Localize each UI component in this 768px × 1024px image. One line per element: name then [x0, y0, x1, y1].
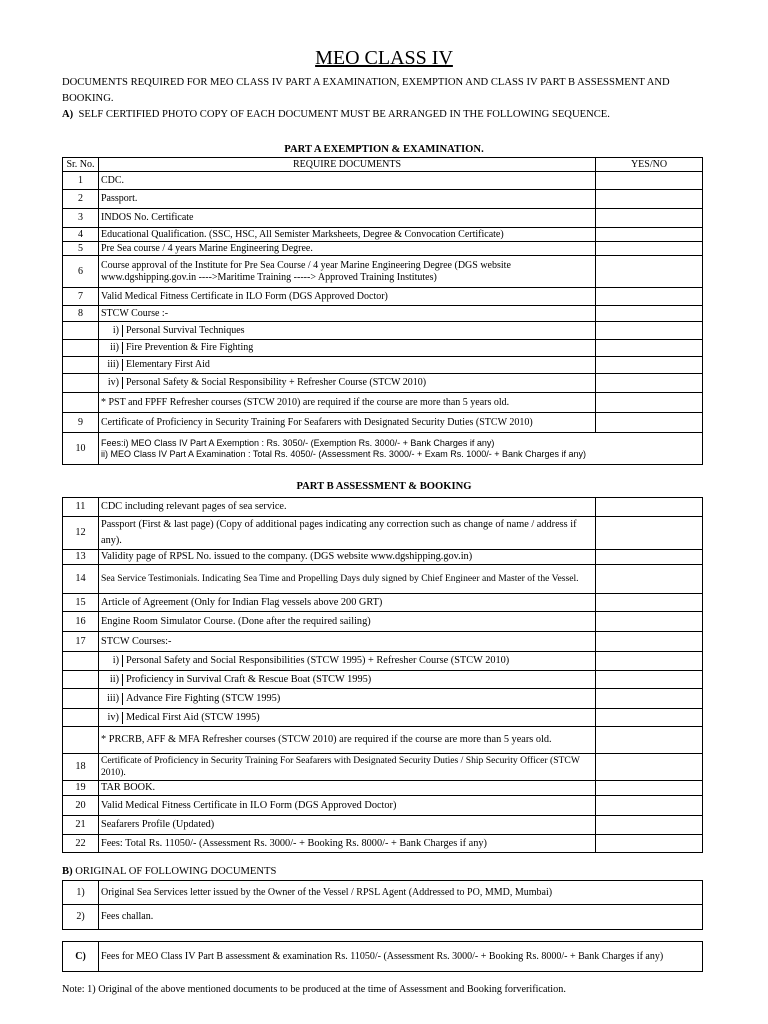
yesno-cell[interactable] [596, 288, 703, 306]
row-number: 16 [63, 612, 99, 632]
table-row [63, 565, 703, 594]
row-number: 9 [63, 413, 99, 433]
row-text: Seafarers Profile (Updated) [99, 816, 596, 835]
row-number: 13 [63, 550, 99, 565]
yesno-cell[interactable] [596, 413, 703, 433]
table-row [63, 306, 703, 322]
stcw-sub-row [63, 689, 703, 709]
stcw-sub-row [63, 357, 703, 374]
yesno-cell[interactable] [596, 190, 703, 209]
sub-text: Personal Safety & Social Responsibility + Refresher Course (STCW 2010) [126, 377, 427, 388]
header-srno: Sr. No. [63, 158, 99, 172]
yesno-cell[interactable] [596, 306, 703, 322]
row-text: Educational Qualification. (SSC, HSC, All Semister Marksheets, Degree & Convocation Certificate) [99, 228, 596, 242]
row-number: 6 [63, 256, 99, 288]
table-row [63, 517, 703, 550]
row-text: Fees: Total Rs. 11050/- (Assessment Rs. 3000/- + Booking Rs. 8000/- + Bank Charges if any) [99, 835, 596, 853]
row-number: 15 [63, 594, 99, 612]
table-row [63, 881, 703, 905]
sub-numeral: iv) [99, 377, 123, 389]
row-number: 10 [63, 433, 99, 465]
page-title: MEO CLASS IV [315, 47, 453, 69]
row-text: Certificate of Proficiency in Security Training For Seafarers with Designated Security Duties / Ship Security Officer (STCW 2010). [99, 754, 596, 781]
row-text: Passport (First & last page) (Copy of additional pages indicating any correction such as change of name / address if any). [99, 517, 596, 550]
header-documents: REQUIRE DOCUMENTS [99, 158, 596, 172]
yesno-cell[interactable] [596, 517, 703, 550]
intro-line: DOCUMENTS REQUIRED FOR MEO CLASS IV PART A EXAMINATION, EXEMPTION AND CLASS IV PART B ASSESSMENT AND BOOKING. [62, 77, 670, 104]
row-text: Valid Medical Fitness Certificate in ILO Form (DGS Approved Doctor) [99, 796, 596, 816]
table-row [63, 905, 703, 930]
row-text: TAR BOOK. [99, 781, 596, 796]
row-text: Valid Medical Fitness Certificate in ILO Form (DGS Approved Doctor) [99, 288, 596, 306]
row-number: 2 [63, 190, 99, 209]
row-number: 2) [63, 905, 99, 930]
yesno-cell[interactable] [596, 498, 703, 517]
section-b-table [62, 880, 703, 930]
table-row [63, 256, 703, 288]
yesno-cell[interactable] [596, 357, 703, 374]
row-text: CDC including relevant pages of sea service. [99, 498, 596, 517]
row-number: 22 [63, 835, 99, 853]
table-row [63, 288, 703, 306]
table-row [63, 632, 703, 652]
section-b-title: ORIGINAL OF FOLLOWING DOCUMENTS [72, 866, 277, 877]
stcw-sub-row [63, 652, 703, 671]
stcw-sub-row [63, 671, 703, 689]
table-row [63, 413, 703, 433]
refresher-note: * PRCRB, AFF & MFA Refresher courses (STCW 2010) are required if the course are more than 5 years old. [99, 727, 596, 754]
table-header-row [63, 158, 703, 172]
row-number: 17 [63, 632, 99, 652]
sub-text: Personal Survival Techniques [126, 324, 245, 336]
yesno-cell[interactable] [596, 781, 703, 796]
stcw-sub-row [63, 374, 703, 393]
sub-text: Personal Safety and Social Responsibilities (STCW 1995) + Refresher Course (STCW 2010) [126, 655, 510, 666]
table-row [63, 612, 703, 632]
yesno-cell[interactable] [596, 550, 703, 565]
stcw-sub-row [63, 340, 703, 357]
sub-numeral: ii) [99, 342, 123, 354]
sub-numeral: i) [99, 325, 123, 337]
stcw-sub-row [63, 322, 703, 340]
section-c-label: C) [63, 942, 99, 972]
row-number: 12 [63, 517, 99, 550]
yesno-cell[interactable] [596, 209, 703, 228]
row-number: 20 [63, 796, 99, 816]
sub-numeral: iv) [99, 712, 123, 724]
yesno-cell[interactable] [596, 835, 703, 853]
section-a-label: A) [62, 109, 74, 120]
table-row [63, 190, 703, 209]
table-row [63, 796, 703, 816]
table-row [63, 550, 703, 565]
sub-text: Proficiency in Survival Craft & Rescue Boat (STCW 1995) [126, 673, 372, 685]
row-text: CDC. [99, 172, 596, 190]
yesno-cell[interactable] [596, 322, 703, 340]
row-text: Original Sea Services letter issued by the Owner of the Vessel / RPSL Agent (Addressed to PO, MMD, Mumbai) [99, 881, 703, 905]
yesno-cell[interactable] [596, 594, 703, 612]
intro-a-line [62, 107, 702, 123]
sub-text: Advance Fire Fighting (STCW 1995) [126, 692, 281, 704]
table-row [63, 816, 703, 835]
section-a-text: SELF CERTIFIED PHOTO COPY OF EACH DOCUMENT MUST BE ARRANGED IN THE FOLLOWING SEQUENCE. [78, 109, 610, 120]
header-yesno: YES/NO [596, 158, 703, 172]
sub-numeral: iii) [99, 693, 123, 705]
table-row [63, 209, 703, 228]
yesno-cell[interactable] [596, 632, 703, 652]
yesno-cell[interactable] [596, 393, 703, 413]
part-b-heading: PART B ASSESSMENT & BOOKING [296, 481, 472, 492]
row-number: 8 [63, 306, 99, 322]
yesno-cell[interactable] [596, 172, 703, 190]
row-text: STCW Course :- [99, 306, 596, 322]
section-b-label: B) [62, 866, 73, 877]
yesno-cell[interactable] [596, 709, 703, 727]
refresher-note-row [63, 393, 703, 413]
yesno-cell[interactable] [596, 228, 703, 242]
part-a-heading: PART A EXEMPTION & EXAMINATION. [284, 144, 484, 155]
table-row [63, 594, 703, 612]
row-text: Article of Agreement (Only for Indian Flag vessels above 200 GRT) [99, 594, 596, 612]
table-row [63, 942, 703, 972]
yesno-cell[interactable] [596, 652, 703, 671]
row-text: Fees challan. [99, 905, 703, 930]
yesno-cell[interactable] [596, 689, 703, 709]
yesno-cell[interactable] [596, 242, 703, 256]
row-text: Sea Service Testimonials. Indicating Sea Time and Propelling Days duly signed by Chief Engineer and Master of the Vessel. [99, 565, 596, 594]
sub-text: Elementary First Aid [126, 359, 210, 370]
yesno-cell[interactable] [596, 340, 703, 357]
fees-line: ii) MEO Class IV Part A Examination : Total Rs. 4050/- (Assessment Rs. 3000/- + Exam Rs. 1000/- + Bank Charges if any) [101, 448, 587, 459]
table-row [63, 242, 703, 256]
row-number: 4 [63, 228, 99, 242]
sub-numeral: ii) [99, 674, 123, 686]
part-b-table [62, 497, 703, 853]
yesno-cell[interactable] [596, 374, 703, 393]
sub-numeral: i) [99, 655, 123, 667]
table-row [63, 835, 703, 853]
refresher-note-row [63, 727, 703, 754]
fees-line: Fees:i) MEO Class IV Part A Exemption : Rs. 3050/- (Exemption Rs. 3000/- + Bank Charges if any) [101, 437, 495, 448]
yesno-cell[interactable] [596, 796, 703, 816]
row-number: 5 [63, 242, 99, 256]
table-row [63, 781, 703, 796]
row-number: 1) [63, 881, 99, 905]
yesno-cell[interactable] [596, 754, 703, 781]
stcw-sub-row [63, 709, 703, 727]
section-b-heading [62, 866, 276, 877]
sub-text: Fire Prevention & Fire Fighting [126, 342, 254, 353]
refresher-note: * PST and FPFF Refresher courses (STCW 2010) are required if the course are more than 5 years old. [99, 393, 596, 413]
row-text: Pre Sea course / 4 years Marine Engineering Degree. [99, 242, 596, 256]
table-row [63, 228, 703, 242]
yesno-cell[interactable] [596, 727, 703, 754]
row-text: Engine Room Simulator Course. (Done after the required sailing) [99, 612, 596, 632]
yesno-cell[interactable] [596, 256, 703, 288]
section-c-table [62, 941, 703, 972]
row-text: INDOS No. Certificate [99, 209, 596, 228]
yesno-cell[interactable] [596, 816, 703, 835]
section-c-text: Fees for MEO Class IV Part B assessment & examination Rs. 11050/- (Assessment Rs. 3000/- + Booking Rs. 8000/- + Bank Charges if any) [99, 942, 703, 972]
row-number: 3 [63, 209, 99, 228]
footer-note: Note: 1) Original of the above mentioned documents to be produced at the time of Assessment and Booking forverification. [62, 984, 566, 995]
row-number: 7 [63, 288, 99, 306]
sub-numeral: iii) [99, 359, 123, 371]
intro-text [62, 75, 702, 123]
yesno-cell[interactable] [596, 671, 703, 689]
row-number: 21 [63, 816, 99, 835]
row-number: 11 [63, 498, 99, 517]
row-text: Certificate of Proficiency in Security Training For Seafarers with Designated Security Duties (STCW 2010) [99, 413, 596, 433]
row-text: Passport. [99, 190, 596, 209]
row-number: 14 [63, 565, 99, 594]
fees-row [63, 433, 703, 465]
table-row [63, 172, 703, 190]
part-a-table [62, 157, 703, 465]
row-text: Validity page of RPSL No. issued to the company. (DGS website www.dgshipping.gov.in) [99, 550, 596, 565]
row-number: 18 [63, 754, 99, 781]
sub-text: Medical First Aid (STCW 1995) [126, 711, 260, 723]
row-number: 19 [63, 781, 99, 796]
yesno-cell[interactable] [596, 565, 703, 594]
table-row [63, 498, 703, 517]
row-text: STCW Courses:- [99, 632, 596, 652]
table-row [63, 754, 703, 781]
row-number: 1 [63, 172, 99, 190]
yesno-cell[interactable] [596, 612, 703, 632]
row-text: Course approval of the Institute for Pre Sea Course / 4 year Marine Engineering Degree (DGS website www.dgshipping.gov.in ---->Maritime Training -----> Approved Training Institutes) [99, 256, 596, 288]
